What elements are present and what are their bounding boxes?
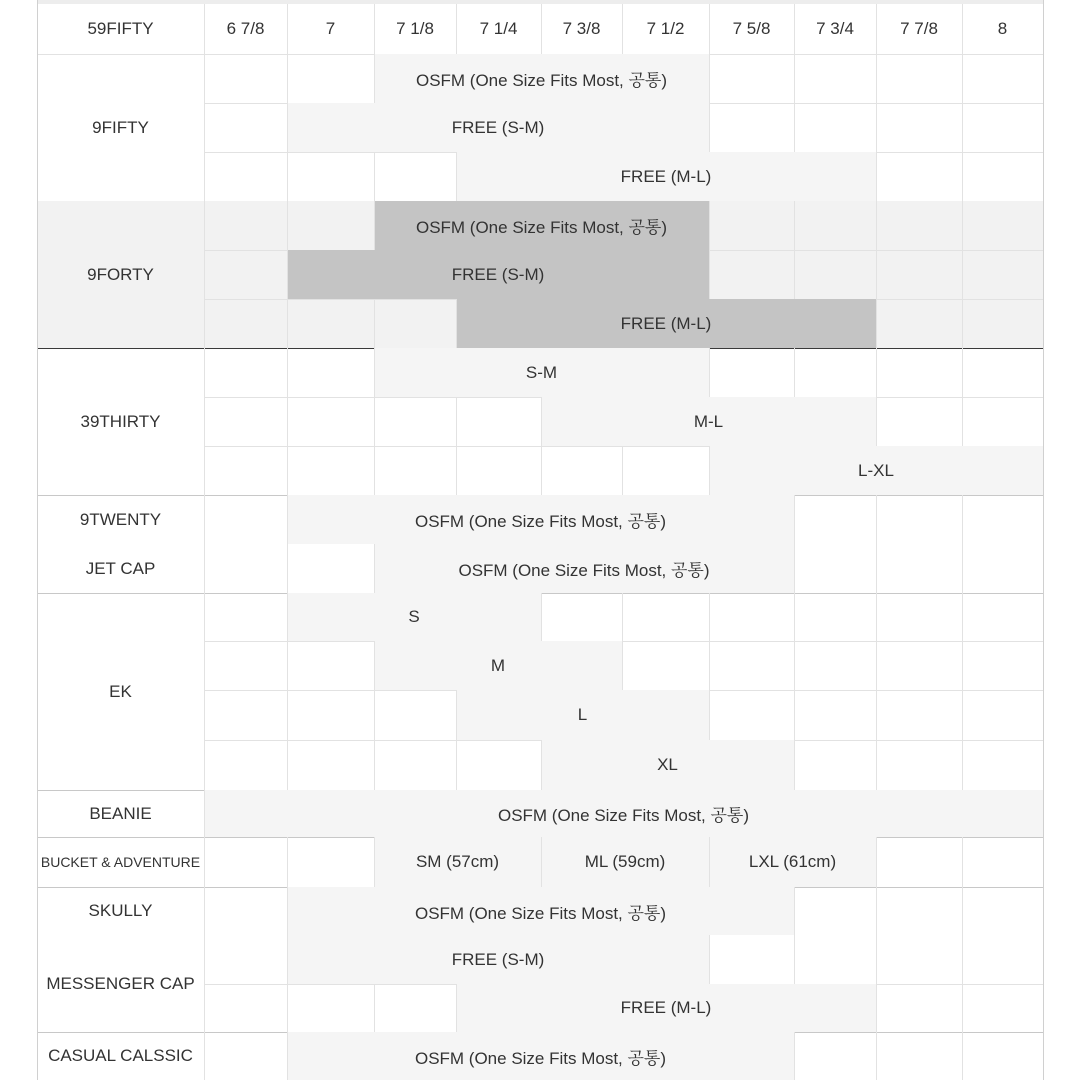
table-left-border — [37, 0, 38, 1080]
label-column-line — [204, 1032, 205, 1080]
grid-column-line — [709, 446, 710, 495]
model-name-label: MESSENGER CAP — [46, 974, 195, 993]
header-column-line — [876, 4, 877, 54]
size-range-label: OSFM (One Size Fits Most, 공통) — [414, 1048, 667, 1068]
grid-column-line — [287, 446, 288, 495]
size-range-label: L-XL — [858, 460, 894, 480]
header-model-label: 59FIFTY — [87, 19, 154, 38]
header-column-line — [541, 4, 542, 54]
grid-column-line — [876, 201, 877, 250]
grid-column-line — [622, 593, 623, 641]
grid-column-line — [287, 837, 288, 887]
grid-column-line — [794, 593, 795, 641]
grid-column-line — [962, 740, 963, 790]
grid-column-line — [709, 641, 710, 690]
grid-column-line — [962, 544, 963, 593]
grid-column-line — [876, 690, 877, 740]
grid-column-line — [287, 152, 288, 201]
grid-column-line — [962, 935, 963, 984]
model-name-label: CASUAL CALSSIC — [48, 1046, 193, 1065]
grid-column-line — [876, 544, 877, 593]
label-column-line — [204, 935, 205, 1032]
grid-column-line — [962, 1032, 963, 1080]
grid-column-line — [709, 250, 710, 299]
grid-column-line — [709, 593, 710, 641]
grid-column-line — [962, 837, 963, 887]
header-size-label: 7 3/8 — [562, 19, 601, 38]
grid-column-line — [374, 544, 375, 593]
grid-column-line — [962, 348, 963, 397]
model-name-label: BUCKET & ADVENTURE — [40, 854, 201, 870]
header-size-label: 7 7/8 — [900, 19, 938, 38]
grid-column-line — [794, 544, 795, 593]
label-column-line — [204, 495, 205, 544]
grid-column-line — [541, 740, 542, 790]
grid-column-line — [962, 299, 963, 348]
grid-column-line — [794, 54, 795, 103]
grid-column-line — [876, 837, 877, 887]
grid-column-line — [794, 201, 795, 250]
grid-column-line — [287, 397, 288, 446]
grid-column-line — [456, 299, 457, 348]
grid-column-line — [876, 152, 877, 201]
grid-column-line — [287, 495, 288, 544]
label-column-line — [204, 544, 205, 593]
grid-column-line — [374, 299, 375, 348]
model-name-label: 9TWENTY — [79, 509, 162, 529]
grid-column-line — [287, 54, 288, 103]
size-range-label: FREE (S-M) — [451, 264, 545, 284]
label-column-line — [204, 837, 205, 887]
grid-column-line — [876, 887, 877, 935]
grid-column-line — [374, 348, 375, 397]
grid-column-line — [374, 201, 375, 250]
grid-column-line — [709, 201, 710, 250]
grid-column-line — [287, 887, 288, 935]
grid-column-line — [622, 641, 623, 690]
grid-column-line — [287, 544, 288, 593]
grid-column-line — [962, 103, 963, 152]
grid-column-line — [287, 984, 288, 1032]
model-name-label: 9FIFTY — [92, 117, 149, 137]
grid-column-line — [876, 593, 877, 641]
grid-column-line — [962, 690, 963, 740]
header-size-label: 7 3/4 — [816, 19, 854, 38]
size-range-label: OSFM (One Size Fits Most, 공통) — [497, 806, 750, 825]
size-range-label: S-M — [525, 362, 558, 382]
grid-column-line — [456, 446, 457, 495]
grid-column-line — [876, 935, 877, 984]
model-name-label: 9FORTY — [87, 264, 154, 284]
grid-column-line — [456, 397, 457, 446]
size-range-label: M — [490, 655, 506, 675]
grid-column-line — [374, 690, 375, 740]
grid-column-line — [794, 103, 795, 152]
grid-column-line — [622, 446, 623, 495]
label-column-line — [204, 593, 205, 790]
grid-column-line — [962, 152, 963, 201]
grid-column-line — [541, 593, 542, 641]
header-column-line — [709, 4, 710, 54]
grid-column-line — [794, 935, 795, 984]
grid-column-line — [876, 250, 877, 299]
size-range-label: SM (57cm) — [415, 852, 500, 871]
grid-column-line — [287, 103, 288, 152]
grid-column-line — [876, 740, 877, 790]
label-column-line — [204, 790, 205, 837]
label-column-line — [204, 887, 205, 935]
grid-column-line — [374, 446, 375, 495]
grid-column-line — [709, 690, 710, 740]
grid-column-line — [709, 935, 710, 984]
grid-column-line — [794, 495, 795, 544]
model-name-label: SKULLY — [88, 901, 153, 920]
grid-column-line — [709, 103, 710, 152]
label-column-line — [204, 348, 205, 495]
size-range-label: L — [577, 705, 588, 724]
grid-column-line — [374, 641, 375, 690]
grid-column-line — [287, 1032, 288, 1080]
size-range-label: M-L — [693, 411, 724, 431]
grid-column-line — [876, 54, 877, 103]
grid-column-line — [287, 641, 288, 690]
grid-column-line — [962, 250, 963, 299]
grid-column-line — [876, 495, 877, 544]
header-column-line — [622, 4, 623, 54]
grid-column-line — [794, 740, 795, 790]
size-range-label: OSFM (One Size Fits Most, 공통) — [415, 71, 668, 90]
grid-column-line — [287, 299, 288, 348]
size-range-label: S — [408, 607, 420, 626]
header-column-line — [287, 4, 288, 54]
grid-column-line — [374, 397, 375, 446]
grid-column-line — [287, 348, 288, 397]
grid-column-line — [876, 348, 877, 397]
label-column-line — [204, 201, 205, 348]
grid-column-line — [541, 446, 542, 495]
grid-column-line — [287, 250, 288, 299]
row-divider — [204, 641, 1043, 642]
header-column-line — [794, 4, 795, 54]
grid-column-line — [709, 54, 710, 103]
header-column-line — [456, 4, 457, 54]
grid-column-line — [287, 593, 288, 641]
size-range-label: FREE (M-L) — [620, 313, 712, 333]
header-size-label: 8 — [997, 19, 1008, 38]
header-size-label: 7 1/4 — [479, 19, 518, 38]
grid-column-line — [541, 837, 542, 887]
size-range-label: XL — [657, 755, 678, 774]
header-size-label: 7 1/8 — [396, 19, 434, 38]
grid-column-line — [962, 54, 963, 103]
grid-column-line — [876, 641, 877, 690]
header-column-line — [374, 4, 375, 54]
grid-column-line — [287, 201, 288, 250]
grid-column-line — [374, 54, 375, 103]
size-range-label: OSFM (One Size Fits Most, 공통) — [414, 512, 667, 531]
grid-column-line — [962, 984, 963, 1032]
grid-column-line — [287, 935, 288, 984]
grid-column-line — [794, 690, 795, 740]
grid-column-line — [876, 1032, 877, 1080]
grid-column-line — [709, 348, 710, 397]
grid-column-line — [374, 152, 375, 201]
size-range-label: FREE (M-L) — [620, 998, 712, 1017]
grid-column-line — [794, 1032, 795, 1080]
table-right-border — [1043, 0, 1044, 1080]
grid-column-line — [794, 887, 795, 935]
header-size-label: 7 1/2 — [646, 19, 685, 38]
grid-column-line — [876, 984, 877, 1032]
size-range-label: FREE (M-L) — [620, 166, 712, 186]
grid-column-line — [962, 201, 963, 250]
grid-column-line — [962, 397, 963, 446]
grid-column-line — [374, 984, 375, 1032]
grid-column-line — [541, 397, 542, 446]
grid-column-line — [876, 299, 877, 348]
grid-column-line — [287, 740, 288, 790]
grid-column-line — [794, 250, 795, 299]
model-name-label: BEANIE — [89, 803, 152, 823]
grid-column-line — [876, 103, 877, 152]
model-name-label: JET CAP — [85, 558, 156, 578]
grid-column-line — [287, 690, 288, 740]
size-range-label: ML (59cm) — [584, 852, 666, 871]
grid-column-line — [876, 397, 877, 446]
grid-column-line — [962, 887, 963, 935]
grid-column-line — [794, 641, 795, 690]
header-size-label: 7 — [325, 19, 336, 38]
header-column-line — [204, 4, 205, 54]
grid-column-line — [794, 348, 795, 397]
grid-column-line — [962, 593, 963, 641]
size-range-label: OSFM (One Size Fits Most, 공통) — [458, 561, 710, 580]
grid-column-line — [456, 740, 457, 790]
grid-column-line — [374, 740, 375, 790]
grid-column-line — [962, 495, 963, 544]
header-size-label: 7 5/8 — [732, 19, 771, 38]
grid-column-line — [962, 641, 963, 690]
grid-column-line — [374, 837, 375, 887]
model-name-label: EK — [109, 681, 132, 701]
header-column-line — [962, 4, 963, 54]
size-range-label: FREE (S-M) — [451, 949, 545, 969]
model-name-label: 39THIRTY — [80, 411, 161, 431]
header-size-label: 6 7/8 — [226, 19, 265, 38]
grid-column-line — [709, 837, 710, 887]
size-range-label: LXL (61cm) — [748, 852, 837, 871]
grid-column-line — [456, 152, 457, 201]
size-range-label: OSFM (One Size Fits Most, 공통) — [415, 218, 668, 237]
grid-column-line — [456, 984, 457, 1032]
size-range-label: OSFM (One Size Fits Most, 공통) — [414, 903, 667, 923]
size-range-label: FREE (S-M) — [451, 117, 545, 137]
grid-column-line — [456, 690, 457, 740]
label-column-line — [204, 54, 205, 201]
